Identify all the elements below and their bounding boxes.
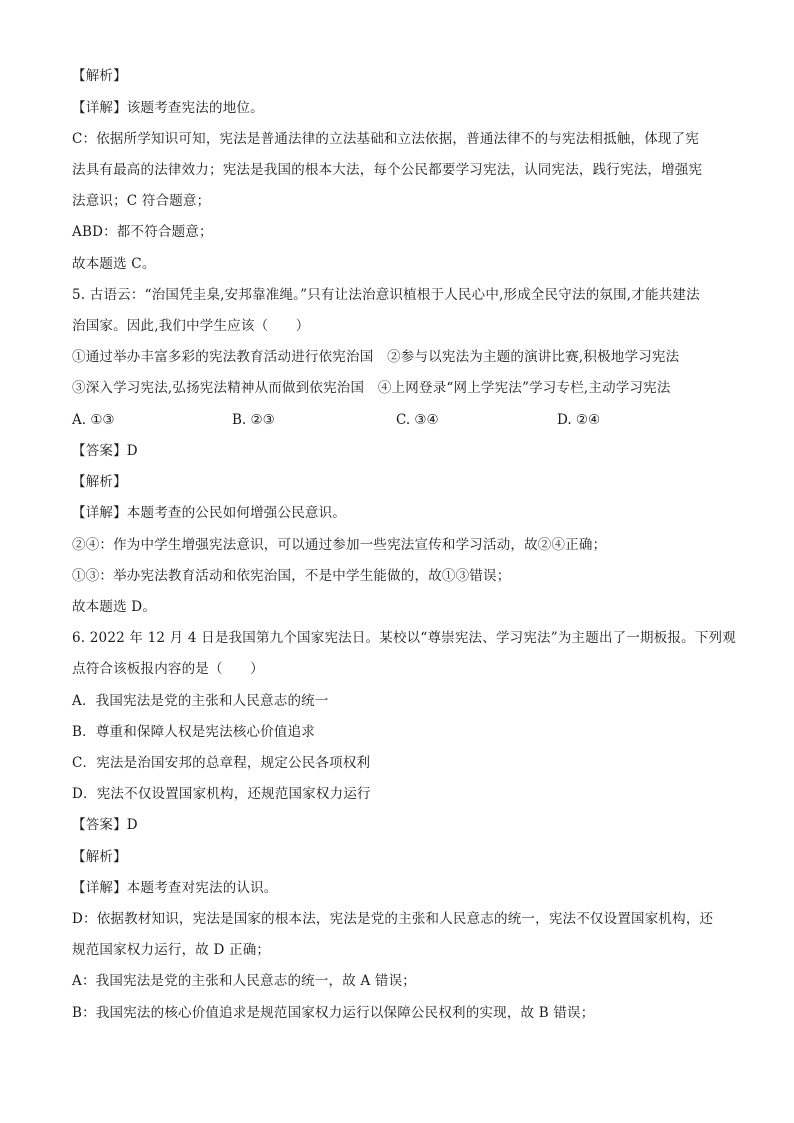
explanation-line: ②④：作为中学生增强宪法意识，可以通过参加一些宪法宣传和学习活动，故②④正确； [72, 537, 607, 553]
analysis-heading: 【解析】 [72, 849, 127, 865]
answer-line: 【答案】D [72, 817, 138, 833]
answer-line: 【答案】D [72, 443, 138, 459]
question-5-stem: 5. 古语云：“治国凭圭臬,安邦靠准绳。”只有让法治意识植根于人民心中,形成全民守法的氛围,才能共建法 [72, 287, 700, 303]
conclusion-line: 故本题选 C。 [72, 256, 156, 272]
question-5-statement: ③深入学习宪法,弘扬宪法精神从而做到依宪治国 ④上网登录“网上学宪法”学习专栏,主动学习宪法 [72, 380, 671, 396]
option-a: A. ①③ [72, 412, 115, 428]
detail-line: 【详解】本题考查的公民如何增强公民意识。 [72, 505, 346, 521]
question-6-option-c: C．宪法是治国安邦的总章程，规定公民各项权利 [72, 755, 371, 771]
explanation-line: ①③：举办宪法教育活动和依宪治国，不是中学生能做的，故①③错误； [72, 568, 511, 584]
question-6-stem: 6. 2022 年 12 月 4 日是我国第九个国家宪法日。某校以“尊崇宪法、学习宪法”为主题出了一期板报。下列观 [72, 630, 736, 646]
question-5-statement: ①通过举办丰富多彩的宪法教育活动进行依宪治国 ②参与以宪法为主题的演讲比赛,积极地学习宪法 [72, 349, 680, 365]
question-6-option-d: D．宪法不仅设置国家机构，还规范国家权力运行 [72, 786, 371, 802]
explanation-line: A：我国宪法是党的主张和人民意志的统一，故 A 错误； [72, 973, 416, 989]
question-6-option-b: B．尊重和保障人权是宪法核心价值追求 [72, 724, 316, 740]
explanation-line: D：依据教材知识，宪法是国家的根本法，宪法是党的主张和人民意志的统一，宪法不仅设置国家机构，还 [72, 911, 714, 927]
analysis-heading: 【解析】 [72, 68, 127, 84]
explanation-line: 法意识；C 符合题意； [72, 193, 211, 209]
question-5-options [72, 410, 732, 430]
question-6-stem: 点符合该板报内容的是（ ） [72, 661, 264, 677]
explanation-line: C：依据所学知识可知，宪法是普通法律的立法基础和立法依据，普通法律不的与宪法相抵触，体现了宪 [72, 131, 700, 147]
question-5-stem: 治国家。因此,我们中学生应该（ ） [72, 318, 310, 334]
explanation-line: ABD：都不符合题意； [72, 224, 213, 240]
option-d: D. ②④ [557, 412, 601, 428]
detail-line: 【详解】本题考查对宪法的认识。 [72, 880, 278, 896]
conclusion-line: 故本题选 D。 [72, 599, 157, 615]
question-6-option-a: A．我国宪法是党的主张和人民意志的统一 [72, 693, 329, 709]
detail-line: 【详解】该题考查宪法的地位。 [72, 100, 264, 116]
explanation-line: 规范国家权力运行，故 D 正确； [72, 942, 271, 958]
option-b: B. ②③ [232, 412, 275, 428]
option-c: C. ③④ [396, 412, 439, 428]
analysis-heading: 【解析】 [72, 474, 127, 490]
explanation-line: 法具有最高的法律效力；宪法是我国的根本大法，每个公民都要学习宪法，认同宪法，践行宪法，增强宪 [72, 162, 703, 178]
explanation-line: B：我国宪法的核心价值追求是规范国家权力运行以保障公民权利的实现，故 B 错误； [72, 1005, 595, 1021]
